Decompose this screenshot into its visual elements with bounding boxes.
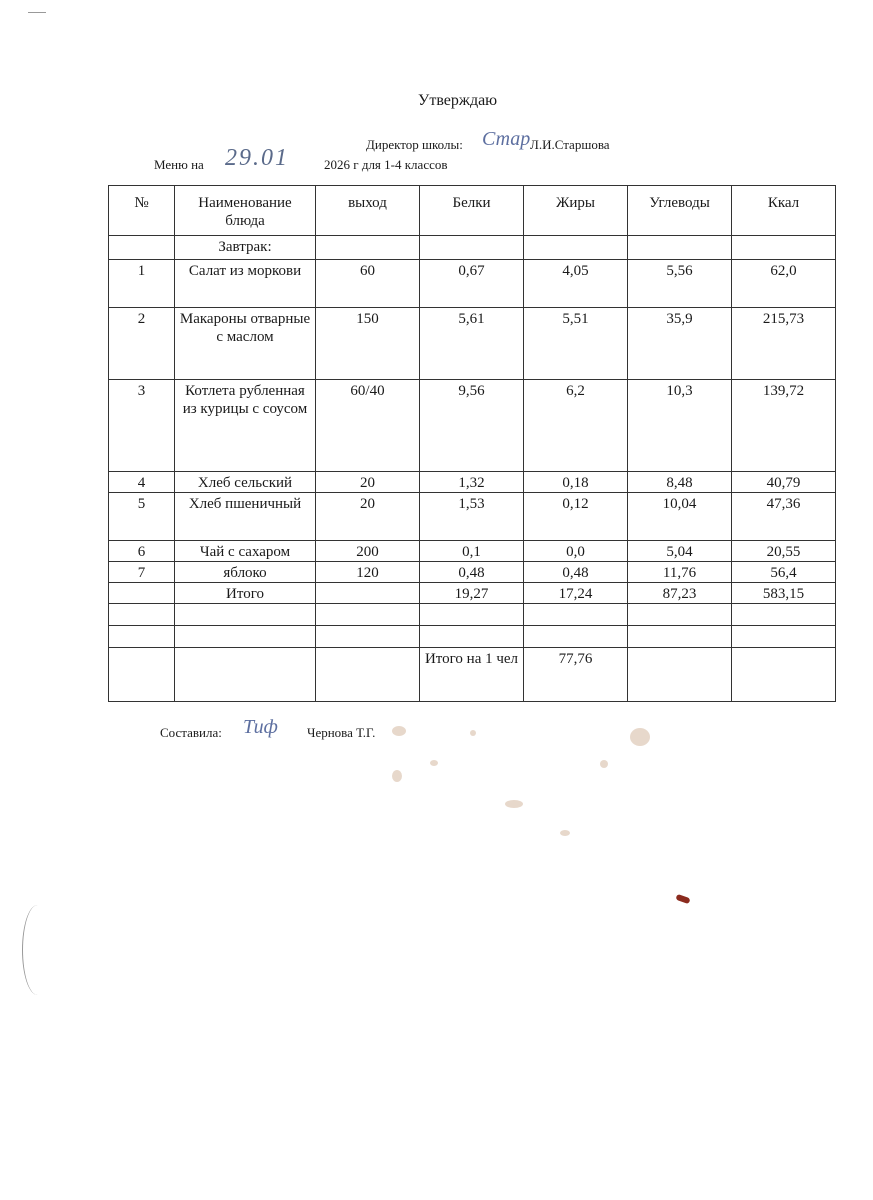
table-row <box>109 493 836 541</box>
dish-protein: 1,53 <box>420 493 524 541</box>
dish-yield: 60 <box>316 260 420 308</box>
dish-carbs: 5,04 <box>628 541 732 562</box>
header-kcal: Ккал <box>732 186 836 236</box>
dish-protein: 9,56 <box>420 380 524 472</box>
dish-protein: 0,67 <box>420 260 524 308</box>
header-yield: выход <box>316 186 420 236</box>
dish-kcal: 215,73 <box>732 308 836 380</box>
dish-yield: 200 <box>316 541 420 562</box>
paper-edge <box>22 905 53 995</box>
per-person-label: Итого на 1 чел <box>420 648 524 702</box>
dish-kcal: 139,72 <box>732 380 836 472</box>
compiled-name: Чернова Т.Г. <box>307 725 376 740</box>
dish-kcal: 20,55 <box>732 541 836 562</box>
dish-name: Хлеб сельский <box>175 472 316 493</box>
scan-mark <box>28 12 46 13</box>
per-person-value: 77,76 <box>524 648 628 702</box>
director-label: Директор школы: <box>366 137 463 152</box>
dish-carbs: 5,56 <box>628 260 732 308</box>
dish-fat: 5,51 <box>524 308 628 380</box>
compiled-label: Составила: <box>160 725 222 740</box>
dish-fat: 0,48 <box>524 562 628 583</box>
empty-row <box>109 626 836 648</box>
total-fat: 17,24 <box>524 583 628 604</box>
dish-name: Котлета рубленная из курицы с соусом <box>175 380 316 472</box>
dish-yield: 150 <box>316 308 420 380</box>
dish-carbs: 11,76 <box>628 562 732 583</box>
per-person-row <box>109 648 836 702</box>
approval-title: Утверждаю <box>418 92 498 109</box>
dish-fat: 0,0 <box>524 541 628 562</box>
table-row <box>109 562 836 583</box>
total-kcal: 583,15 <box>732 583 836 604</box>
dish-name: Салат из моркови <box>175 260 316 308</box>
table-row <box>109 380 836 472</box>
dish-name: Чай с сахаром <box>175 541 316 562</box>
row-num: 7 <box>109 562 175 583</box>
header-name: Наименование блюда <box>175 186 316 236</box>
dish-kcal: 40,79 <box>732 472 836 493</box>
dish-yield: 120 <box>316 562 420 583</box>
section-label: Завтрак: <box>175 236 316 260</box>
dish-yield: 20 <box>316 472 420 493</box>
dish-protein: 5,61 <box>420 308 524 380</box>
total-row <box>109 583 836 604</box>
dish-carbs: 35,9 <box>628 308 732 380</box>
menu-date: 29.01 <box>225 145 289 171</box>
dish-fat: 6,2 <box>524 380 628 472</box>
dish-protein: 1,32 <box>420 472 524 493</box>
dish-yield: 60/40 <box>316 380 420 472</box>
total-protein: 19,27 <box>420 583 524 604</box>
row-num: 6 <box>109 541 175 562</box>
dish-carbs: 10,04 <box>628 493 732 541</box>
total-carbs: 87,23 <box>628 583 732 604</box>
section-row <box>109 236 836 260</box>
director-name: Л.И.Старшова <box>530 137 610 152</box>
row-num: 4 <box>109 472 175 493</box>
menu-table <box>108 185 836 702</box>
table-row <box>109 541 836 562</box>
menu-label: Меню на <box>154 157 204 172</box>
header-carbs: Углеводы <box>628 186 732 236</box>
dish-name: Макароны отварные с маслом <box>175 308 316 380</box>
header-protein: Белки <box>420 186 524 236</box>
table-row <box>109 308 836 380</box>
row-num: 1 <box>109 260 175 308</box>
table-row <box>109 472 836 493</box>
dish-kcal: 62,0 <box>732 260 836 308</box>
row-num: 5 <box>109 493 175 541</box>
table-row <box>109 260 836 308</box>
row-num: 3 <box>109 380 175 472</box>
dish-kcal: 56,4 <box>732 562 836 583</box>
table-header-row <box>109 186 836 236</box>
dish-protein: 0,48 <box>420 562 524 583</box>
total-label: Итого <box>175 583 316 604</box>
header-num: № <box>109 186 175 236</box>
dish-fat: 0,12 <box>524 493 628 541</box>
dish-fat: 4,05 <box>524 260 628 308</box>
dish-kcal: 47,36 <box>732 493 836 541</box>
dish-name: яблоко <box>175 562 316 583</box>
dish-carbs: 8,48 <box>628 472 732 493</box>
menu-subtitle: 2026 г для 1-4 классов <box>324 157 448 172</box>
empty-row <box>109 604 836 626</box>
dish-carbs: 10,3 <box>628 380 732 472</box>
compiled-signature: Тиф <box>243 716 278 738</box>
dish-name: Хлеб пшеничный <box>175 493 316 541</box>
row-num: 2 <box>109 308 175 380</box>
dish-fat: 0,18 <box>524 472 628 493</box>
dish-protein: 0,1 <box>420 541 524 562</box>
dish-yield: 20 <box>316 493 420 541</box>
header-fat: Жиры <box>524 186 628 236</box>
director-signature: Стар <box>482 128 531 150</box>
